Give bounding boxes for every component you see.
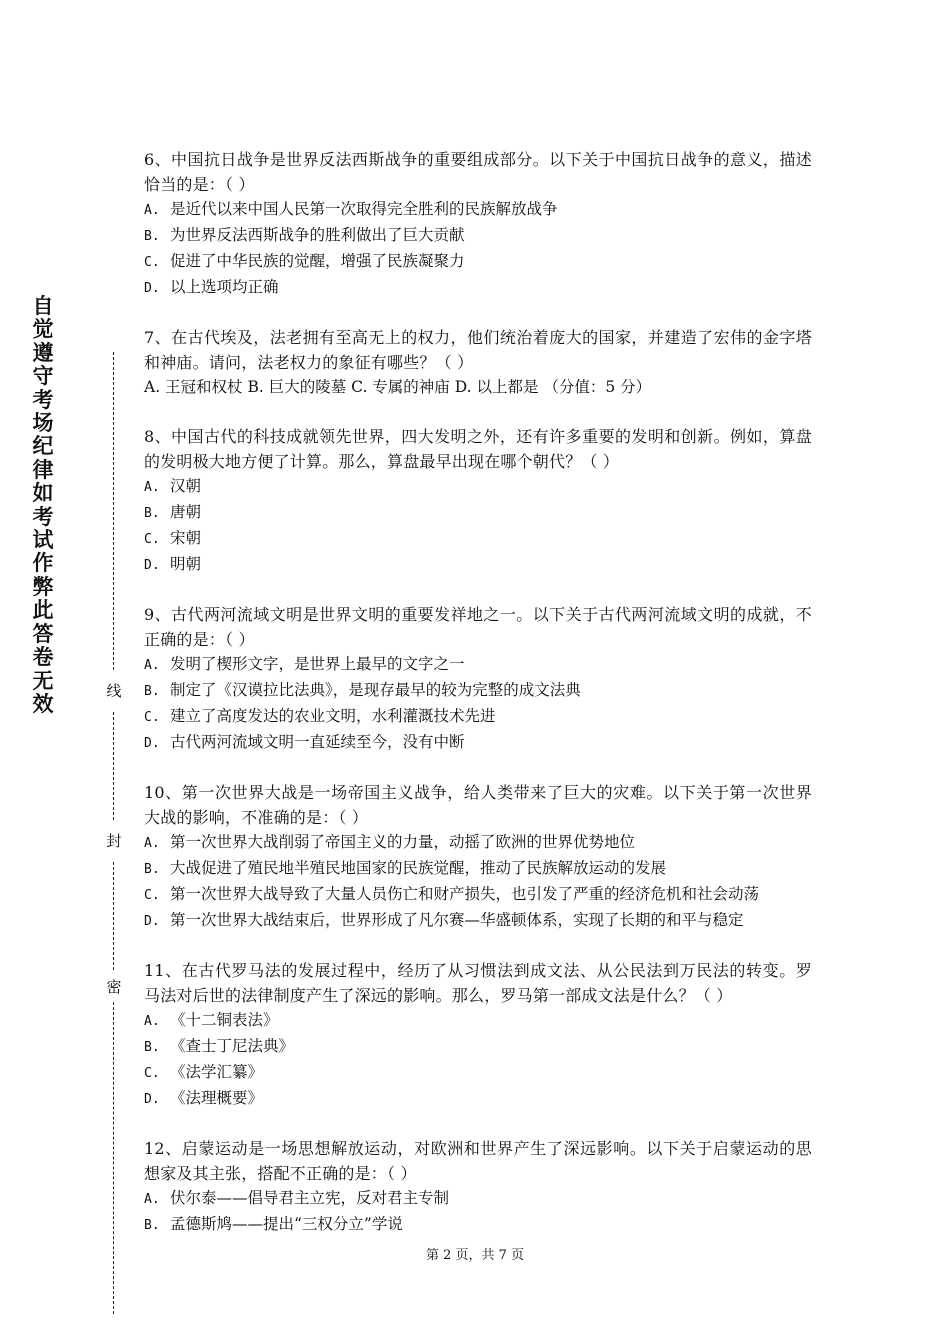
option-b: B. 制定了《汉谟拉比法典》，是现存最早的较为完整的成文法典 xyxy=(144,681,581,699)
question-stem: 9、古代两河流域文明是世界文明的重要发祥地之一。以下关于古代两河流域文明的成就，不正确的是：（ ） xyxy=(144,605,812,649)
question-9 xyxy=(144,602,812,756)
option-b: B. 孟德斯鸠——提出“三权分立”学说 xyxy=(144,1215,403,1233)
question-12 xyxy=(144,1136,812,1238)
question-8 xyxy=(144,424,812,578)
option-c: C. 《法学汇纂》 xyxy=(144,1063,264,1081)
question-6 xyxy=(144,147,812,301)
option-d: D. 《法理概要》 xyxy=(144,1089,264,1107)
option-a: A. 伏尔泰——倡导君主立宪，反对君主专制 xyxy=(144,1189,450,1207)
binding-dashed-line xyxy=(113,352,114,670)
option-b: B. 为世界反法西斯战争的胜利做出了巨大贡献 xyxy=(144,226,465,244)
binding-dashed-line xyxy=(113,712,114,820)
option-d: D. 第一次世界大战结束后，世界形成了凡尔赛—华盛顿体系，实现了长期的和平与稳定 xyxy=(144,911,744,929)
option-b: B. 《查士丁尼法典》 xyxy=(144,1037,295,1055)
side-warning-title: 自 觉 遵 守 考 场 纪 律 如 考 试 作 弊 此 答 卷 无 效 xyxy=(32,294,54,716)
option-a: A. 第一次世界大战削弱了帝国主义的力量，动摇了欧洲的世界优势地位 xyxy=(144,833,636,851)
option-c: C. 促进了中华民族的觉醒，增强了民族凝聚力 xyxy=(144,252,465,270)
option-d: D. 明朝 xyxy=(144,555,202,573)
question-stem: 7、在古代埃及，法老拥有至高无上的权力，他们统治着庞大的国家，并建造了宏伟的金字塔和神庙。请问，法老权力的象征有哪些？（ ） xyxy=(144,328,812,372)
binding-mark-line: 线 xyxy=(104,681,124,701)
question-10 xyxy=(144,780,812,934)
option-d: D. 以上选项均正确 xyxy=(144,278,279,296)
page-footer: 第 2 页，共 7 页 xyxy=(425,1248,525,1263)
inline-options: A. 王冠和权杖 B. 巨大的陵墓 C. 专属的神庙 D. 以上都是 （分值：5 分） xyxy=(144,378,652,396)
option-a: A. 发明了楔形文字，是世界上最早的文字之一 xyxy=(144,655,465,673)
option-a: A. 汉朝 xyxy=(144,477,202,495)
binding-dashed-line xyxy=(113,1002,114,1314)
binding-mark-secret: 密 xyxy=(104,977,124,997)
question-stem: 6、中国抗日战争是世界反法西斯战争的重要组成部分。以下关于中国抗日战争的意义，描述恰当的是：（ ） xyxy=(144,150,812,194)
binding-dashed-line xyxy=(113,862,114,970)
option-d: D. 古代两河流域文明一直延续至今，没有中断 xyxy=(144,733,465,751)
option-c: C. 第一次世界大战导致了大量人员伤亡和财产损失，也引发了严重的经济危机和社会动荡 xyxy=(144,885,760,903)
question-stem: 11、在古代罗马法的发展过程中，经历了从习惯法到成文法、从公民法到万民法的转变。罗马法对后世的法律制度产生了深远的影响。那么，罗马第一部成文法是什么？（ ） xyxy=(144,961,812,1005)
question-stem: 12、启蒙运动是一场思想解放运动，对欧洲和世界产生了深远影响。以下关于启蒙运动的思想家及其主张，搭配不正确的是：（ ） xyxy=(144,1139,812,1183)
question-stem: 10、第一次世界大战是一场帝国主义战争，给人类带来了巨大的灾难。以下关于第一次世界大战的影响，不准确的是：（ ） xyxy=(144,783,812,827)
question-11 xyxy=(144,958,812,1112)
option-a: A. 是近代以来中国人民第一次取得完全胜利的民族解放战争 xyxy=(144,200,558,218)
option-c: C. 建立了高度发达的农业文明，水利灌溉技术先进 xyxy=(144,707,496,725)
question-list xyxy=(144,147,812,1262)
option-b: B. 唐朝 xyxy=(144,503,202,521)
option-a: A. 《十二铜表法》 xyxy=(144,1011,279,1029)
question-stem: 8、中国古代的科技成就领先世界，四大发明之外，还有许多重要的发明和创新。例如，算盘的发明极大地方便了计算。那么，算盘最早出现在哪个朝代？（ ） xyxy=(144,427,812,471)
question-7 xyxy=(144,325,812,400)
option-c: C. 宋朝 xyxy=(144,529,202,547)
option-b: B. 大战促进了殖民地半殖民地国家的民族觉醒，推动了民族解放运动的发展 xyxy=(144,859,667,877)
binding-mark-seal: 封 xyxy=(104,831,124,851)
